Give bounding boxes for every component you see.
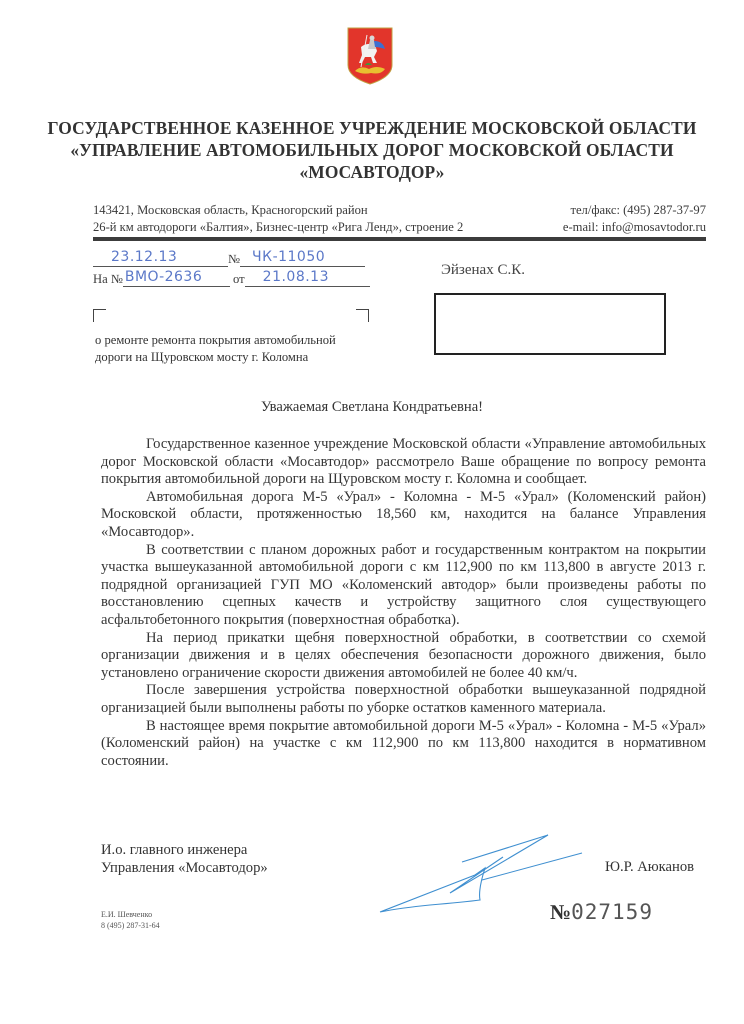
paragraph: После завершения устройства поверхностной обработки вышеуказанной подрядной организацией были выполнены работы по уборке остатков каменного материала.	[101, 682, 706, 716]
reply-to-number: ВМО-2636	[124, 269, 203, 285]
organization-name	[0, 117, 744, 183]
serial-symbol: №	[550, 900, 572, 924]
org-name-line2: «УПРАВЛЕНИЕ АВТОМОБИЛЬНЫХ ДОРОГ МОСКОВСКОЙ ОБЛАСТИ	[70, 140, 674, 160]
subject	[95, 332, 336, 366]
signatory-title-line2: Управления «Мосавтодор»	[101, 859, 268, 876]
recipient-name: Эйзенах С.К.	[441, 262, 525, 278]
serial-number: 027159	[571, 900, 653, 924]
coat-of-arms-icon	[347, 27, 393, 85]
greeting: Уважаемая Светлана Кондратьевна!	[260, 399, 484, 415]
subject-bracket-left	[93, 309, 106, 322]
reply-to-number-field	[123, 270, 230, 287]
paragraph: На период прикатки щебня поверхностной обработки, в соответствии со схемой организации движения и в целях обеспечения безопасности дорожного движения, было установлено ограничение скорости движения автомобилей не более 40 км/ч.	[101, 629, 706, 681]
signatory-title-line1: И.о. главного инженера	[101, 842, 248, 858]
executor-info	[101, 909, 160, 931]
redacted-address-box	[434, 293, 666, 355]
reply-to-label: На №	[93, 272, 123, 286]
reply-to-date-field	[245, 270, 370, 287]
email: e-mail: info@mosavtodor.ru	[562, 220, 706, 234]
address-line2: 26-й км автодороги «Балтия», Бизнес-центр «Рига Ленд», строение 2	[93, 220, 464, 234]
outgoing-registration-row	[93, 250, 365, 267]
outgoing-number: ЧК-11050	[252, 249, 326, 265]
address-line1: 143421, Московская область, Красногорский район	[93, 203, 368, 217]
org-name-line1: ГОСУДАРСТВЕННОЕ КАЗЕННОЕ УЧРЕЖДЕНИЕ МОСКОВСКОЙ ОБЛАСТИ	[47, 118, 697, 138]
outgoing-number-field	[240, 250, 365, 267]
subject-line1: о ремонте ремонта покрытия автомобильной	[95, 333, 336, 347]
number-label: №	[228, 252, 241, 266]
form-serial-number	[550, 900, 653, 925]
subject-line2: дороги на Щуровском мосту г. Коломна	[95, 350, 309, 364]
paragraph: В соответствии с планом дорожных работ и государственным контрактом на покрытии участка вышеуказанной автомобильной дороги с км 112,900 по км 113,800 в августе 2013 г. подрядной организацией ГУП МО «Коломенский автодор» были произведены работы по восстановлению сцепных качеств и устройству защитного слоя существующего асфальтобетонного покрытия (поверхностная обработка).	[101, 541, 706, 628]
paragraph: Государственное казенное учреждение Московской области «Управление автомобильных дорог Московской области «Мосавтодор» рассмотрело Ваше обращение по вопросу ремонта покрытия автомобильной дороги на Щуровском мосту г. Коломна и сообщает.	[101, 436, 706, 488]
signatory-title	[101, 842, 268, 877]
subject-bracket-right	[356, 309, 369, 322]
executor-name: Е.И. Шевченко	[101, 910, 153, 919]
outgoing-date-field	[93, 250, 228, 267]
phone-fax: тел/факс: (495) 287-37-97	[570, 203, 706, 217]
paragraph: В настоящее время покрытие автомобильной дороги М-5 «Урал» - Коломна - М-5 «Урал» (Коломенский район) на участке с км 112,900 по км 113,800 находится в нормативном состоянии.	[101, 717, 706, 769]
org-name-line3: «МОСАВТОДОР»	[299, 162, 445, 182]
reply-to-date: 21.08.13	[262, 269, 329, 285]
letterhead-divider	[93, 237, 706, 241]
outgoing-date: 23.12.13	[111, 249, 178, 265]
letter-body	[101, 436, 706, 770]
paragraph: Автомобильная дорога М-5 «Урал» - Коломна - М-5 «Урал» (Коломенский район) Московской области, протяженностью 18,560 км, находится на балансе Управления «Мосавтодор».	[101, 488, 706, 540]
from-label: от	[233, 272, 245, 286]
executor-phone: 8 (495) 287-31-64	[101, 921, 160, 930]
signatory-name: Ю.Р. Аюканов	[605, 859, 695, 875]
reply-registration-row	[93, 270, 370, 287]
contacts	[563, 202, 706, 236]
postal-address	[93, 202, 463, 236]
